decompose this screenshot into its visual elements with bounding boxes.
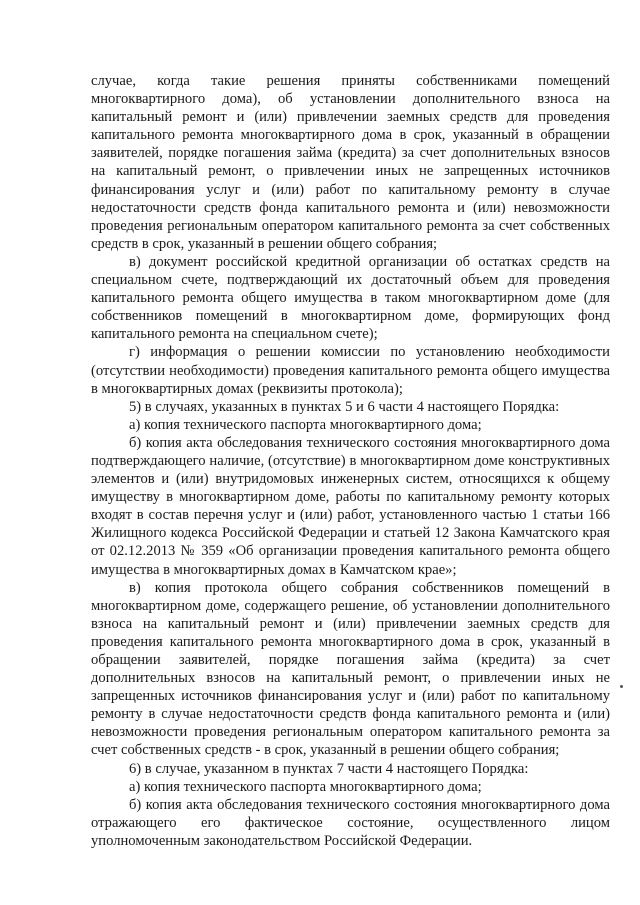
paragraph-point-6: 6) в случае, указанном в пунктах 7 части 4 настоящего Порядка: bbox=[129, 760, 529, 777]
paragraph-item-b-inspection-act-2: б) копия акта обследования технического состояния многоквартирного дома отражающего его фактическое состояние, осуществленного лицом уполномоченным законодательством Российской Федерации. bbox=[91, 796, 610, 849]
paragraph-item-b-inspection-act: б) копия акта обследования технического состояния многоквартирного дома подтверждающего наличие, (отсутствие) в многоквартирном доме конструктивных элементов и (или) внутридомовых инженерных систем, относящихся к общему имуществу в многоквартирном доме, работы по капитальному ремонту которых входят в состав перечня услуг и (или) работ, установленного частью 1 статьи 166 Жилищного кодекса Российской Федерации и статьей 12 Закона Камчатского края от 02.12.2013 № 359 «Об организации проведения капитального ремонта общего имущества в многоквартирных домах в Камчатском крае»; bbox=[91, 434, 610, 578]
paragraph-item-a-passport-copy-2: а) копия технического паспорта многоквартирного дома; bbox=[129, 778, 482, 795]
scan-speck-mark bbox=[620, 685, 623, 688]
document-page bbox=[91, 72, 610, 850]
paragraph-item-a-passport-copy: а) копия технического паспорта многоквартирного дома; bbox=[129, 416, 482, 433]
paragraph-item-g-commission-info: г) информация о решении комиссии по установлению необходимости (отсутствии необходимости) проведения капитального ремонта общего имущества в многоквартирных домах (реквизиты протокола); bbox=[91, 344, 610, 397]
paragraph-item-v-bank-document: в) документ российской кредитной организации об остатках средств на специальном счете, подтверждающий их достаточный объем для проведения капитального ремонта общего имущества в таком многоквартирном доме (для собственников помещений в многоквартирном доме, формирующих фонд капитального ремонта на специальном счете); bbox=[91, 253, 610, 343]
paragraph-point-5: 5) в случаях, указанных в пунктах 5 и 6 части 4 настоящего Порядка: bbox=[129, 398, 560, 415]
paragraph-item-v-protocol-copy: в) копия протокола общего собрания собственников помещений в многоквартирном доме, содержащего решение, об установлении дополнительного взноса на капитальный ремонт и (или) привлечении заемных средств для проведения капитального ремонта многоквартирного дома в срок, указанный в обращении заявителей, порядке погашения займа (кредита) за счет дополнительных взносов на капитальный ремонт, о привлечении иных не запрещенных источников финансирования услуг и (или) работ по капитальному ремонту в случае недостаточности средств фонда капитального ремонта и (или) невозможности проведения региональным оператором капитального ремонта за счет собственных средств - в срок, указанный в решении общего собрания; bbox=[91, 579, 610, 759]
paragraph-continuation: случае, когда такие решения приняты собственниками помещений многоквартирного дома), об установлении дополнительного взноса на капитальный ремонт и (или) привлечении заемных средств для проведения капитального ремонта многоквартирного дома в срок, указанный в обращении заявителей, порядке погашения займа (кредита) за счет дополнительных взносов на капитальный ремонт, о привлечении иных не запрещенных источников финансирования услуг и (или) работ по капитальному ремонту в случае недостаточности средств фонда капитального ремонта и (или) невозможности проведения региональным оператором капитального ремонта за счет собственных средств в срок, указанный в решении общего собрания; bbox=[91, 73, 610, 252]
